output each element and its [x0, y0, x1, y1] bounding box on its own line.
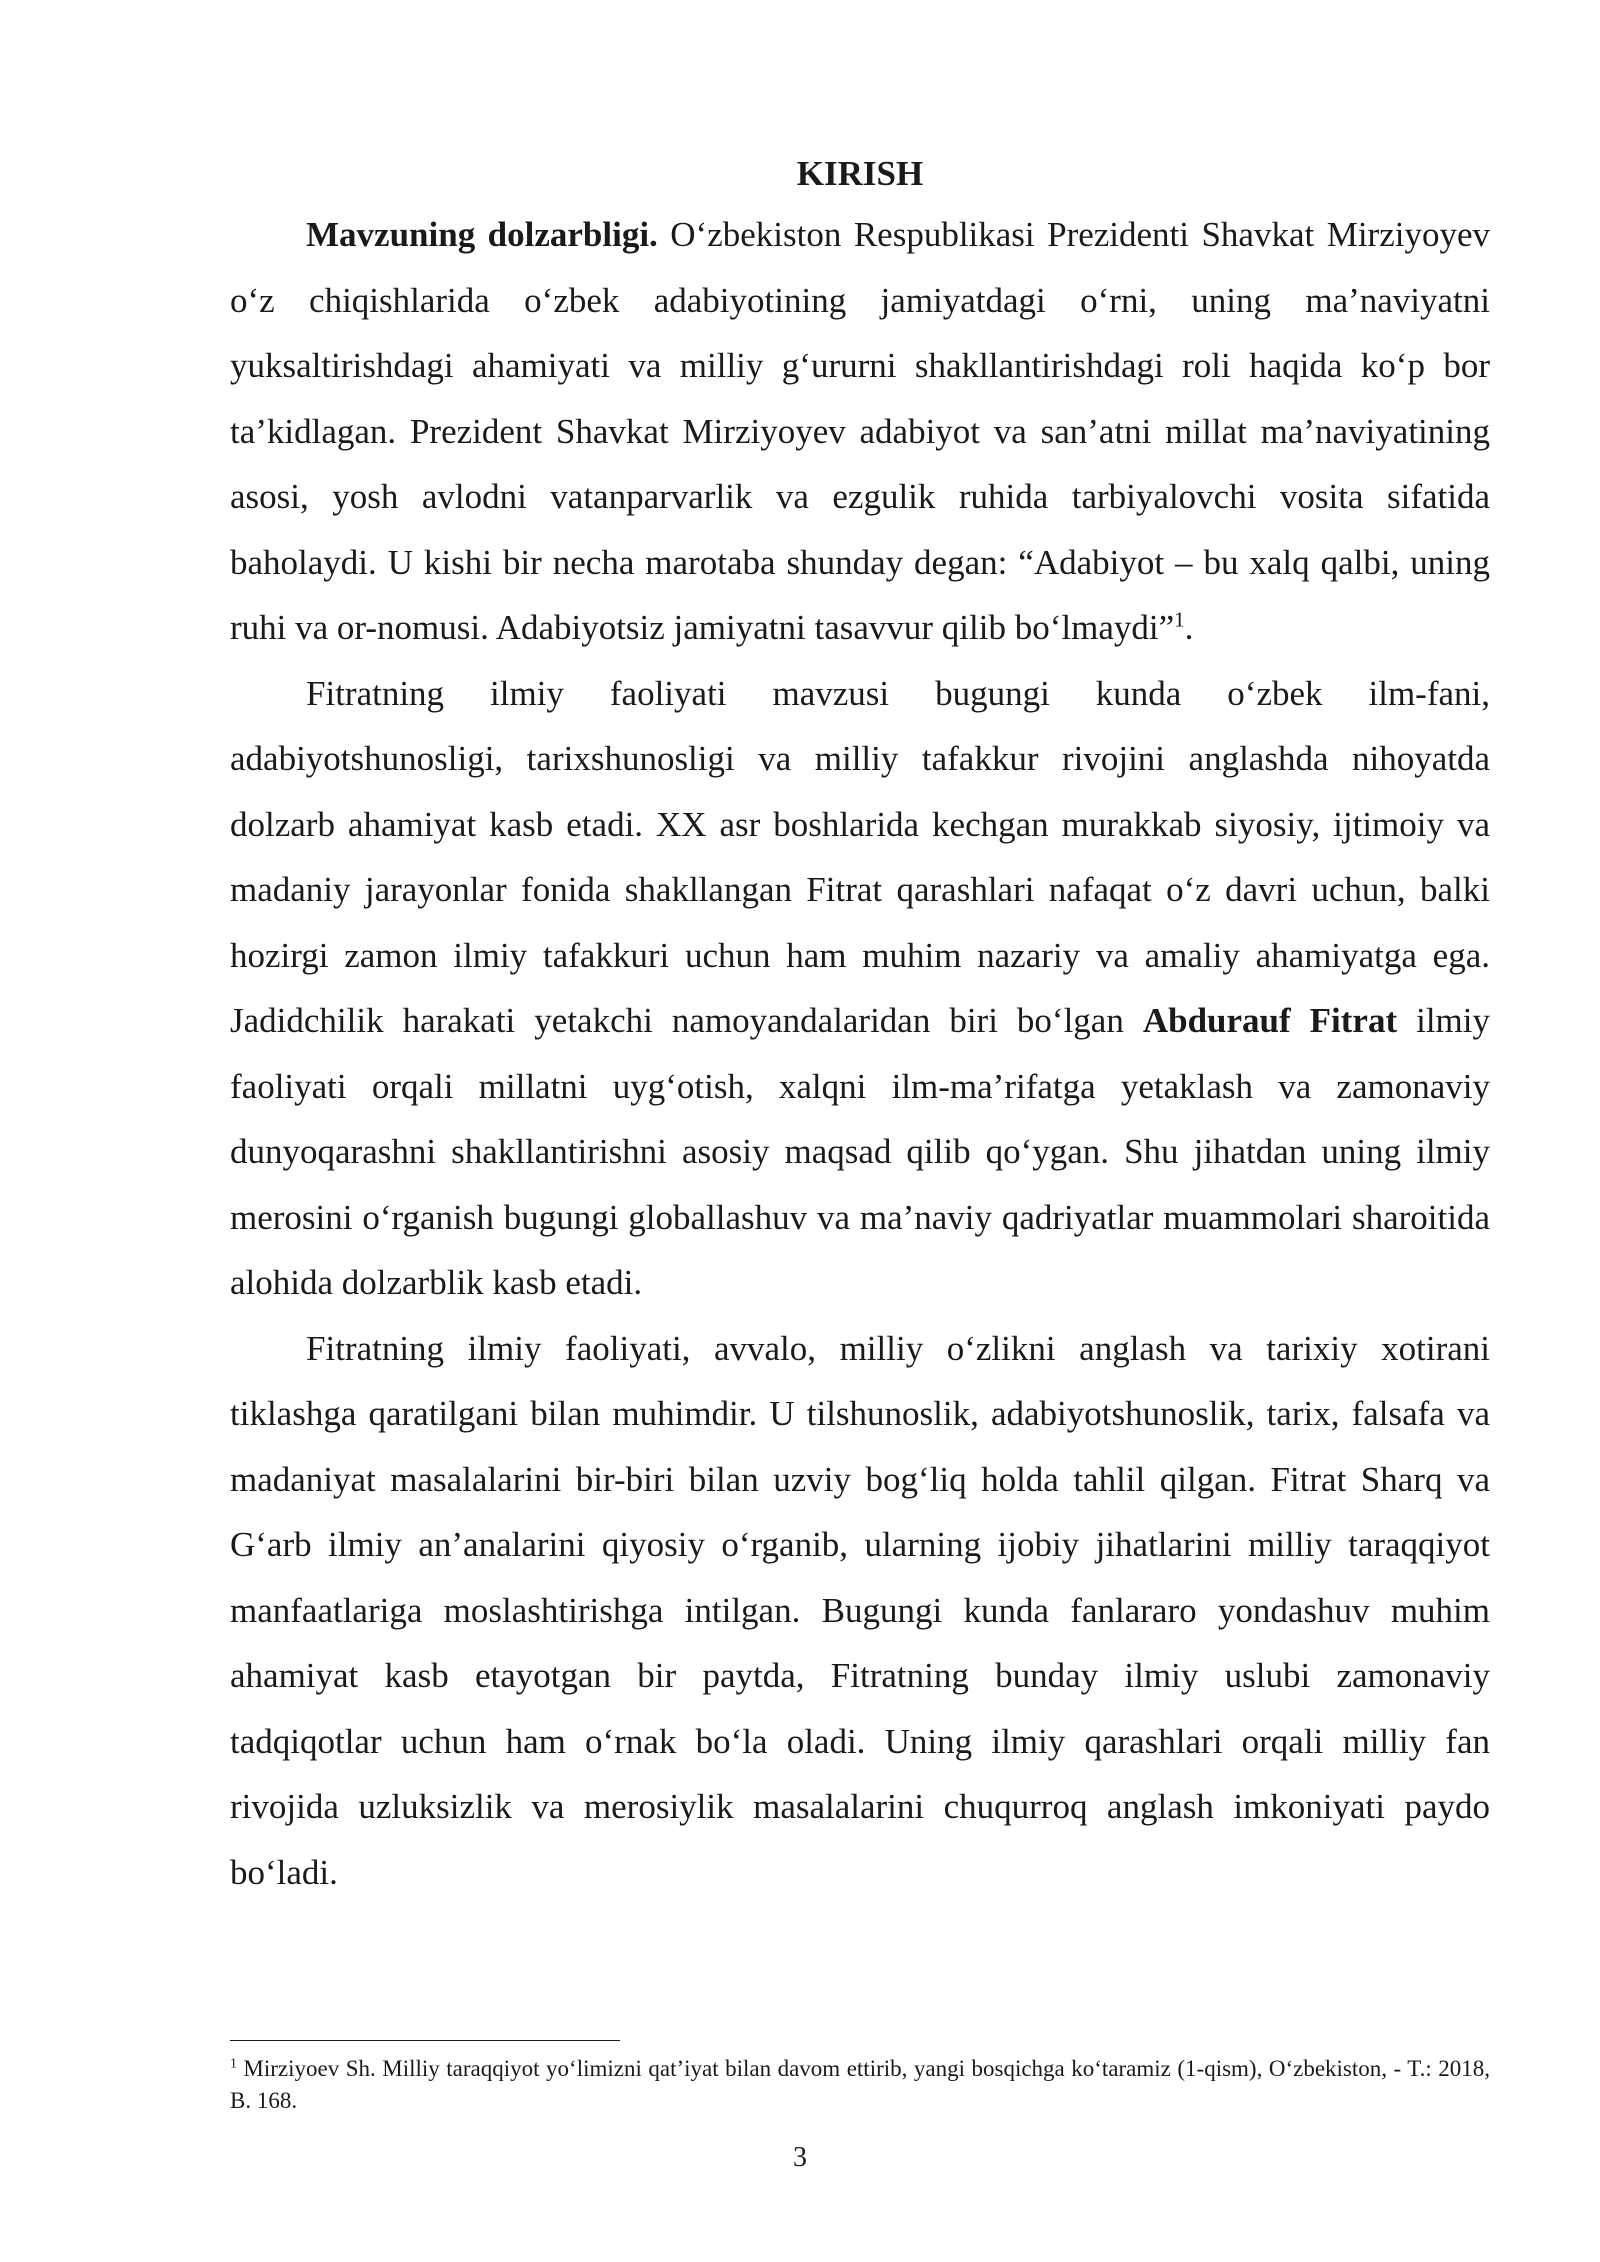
paragraph-national-identity [230, 1316, 1490, 1906]
paragraph-lead-heading: Mavzuning dolzarbligi. [306, 215, 658, 254]
paragraph-text: O‘zbekiston Respublikasi Prezidenti Shavkat Mirziyoyev o‘z chiqishlarida o‘zbek adabiyotining jamiyatdagi o‘rni, uning ma’naviyatni yuksaltirishdagi ahamiyati va milliy g‘ururni shakllantirishdagi roli haqida ko‘p bor ta’kidlagan. Prezident Shavkat Mirziyoyev adabiyot va san’atni millat ma’naviyatining asosi, yosh avlodni vatanparvarlik va ezgulik ruhida tarbiyalovchi vosita sifatida baholaydi. U kishi bir necha marotaba shunday degan: “Adabiyot – bu xalq qalbi, uning ruhi va or-nomusi. Adabiyotsiz jamiyatni tasavvur qilib bo‘lmaydi” [230, 215, 1490, 647]
footnote-text [230, 2053, 1490, 2117]
footnote-reference[interactable]: 1 [1174, 607, 1185, 632]
bold-name: Abdurauf Fitrat [1142, 1001, 1398, 1040]
paragraph-text: ilmiy faoliyati orqali millatni uyg‘otish, xalqni ilm-ma’rifatga yetaklash va zamonaviy dunyoqarashni shakllantirishni asosiy maqsad qilib qo‘ygan. Shu jihatdan uning ilmiy merosini o‘rganish bugungi globallashuv va ma’naviy qadriyatlar muammolari sharoitida alohida dolzarblik kasb etadi. [230, 1001, 1490, 1302]
paragraph-relevance [230, 202, 1490, 661]
paragraph-end: . [1184, 608, 1194, 647]
page-number: 3 [793, 2142, 807, 2173]
paragraph-fitrat-activity [230, 661, 1490, 1316]
page-body [230, 148, 1490, 1905]
footnote-marker: 1 [230, 2055, 237, 2071]
page-title: KIRISH [796, 154, 924, 193]
footnote-separator [230, 2040, 620, 2041]
paragraph-text: Fitratning ilmiy faoliyati, avvalo, milliy o‘zlikni anglash va tarixiy xotirani tiklashga qaratilgani bilan muhimdir. U tilshunoslik, adabiyotshunoslik, tarix, falsafa va madaniyat masalalarini bir-biri bilan uzviy bog‘liq holda tahlil qilgan. Fitrat Sharq va G‘arb ilmiy an’analarini qiyosiy o‘rganib, ularning ijobiy jihatlarini milliy taraqqiyot manfaatlariga moslashtirishga intilgan. Bugungi kunda fanlararo yondashuv muhim ahamiyat kasb etayotgan bir paytda, Fitratning bunday ilmiy uslubi zamonaviy tadqiqotlar uchun ham o‘rnak bo‘la oladi. Uning ilmiy qarashlari orqali milliy fan rivojida uzluksizlik va merosiylik masalalarini chuqurroq anglash imkoniyati paydo bo‘ladi. [230, 1328, 1490, 1892]
paragraph-text: Fitratning ilmiy faoliyati mavzusi bugungi kunda o‘zbek ilm-fani, adabiyotshunosligi, tarixshunosligi va milliy tafakkur rivojini anglashda nihoyatda dolzarb ahamiyat kasb etadi. XX asr boshlarida kechgan murakkab siyosiy, ijtimoiy va madaniy jarayonlar fonida shakllangan Fitrat qarashlari nafaqat o‘z davri uchun, balki hozirgi zamon ilmiy tafakkuri uchun ham muhim nazariy va amaliy ahamiyatga ega. Jadidchilik harakati yetakchi namoyandalaridan biri bo‘lgan [230, 673, 1490, 1040]
footnote-citation: Mirziyoev Sh. Milliy taraqqiyot yo‘limizni qat’iyat bilan davom ettirib, yangi bosqichga ko‘taramiz (1-qism), O‘zbekiston, - T.: 2018, B. 168. [230, 2056, 1490, 2113]
footnote [230, 2053, 1490, 2117]
